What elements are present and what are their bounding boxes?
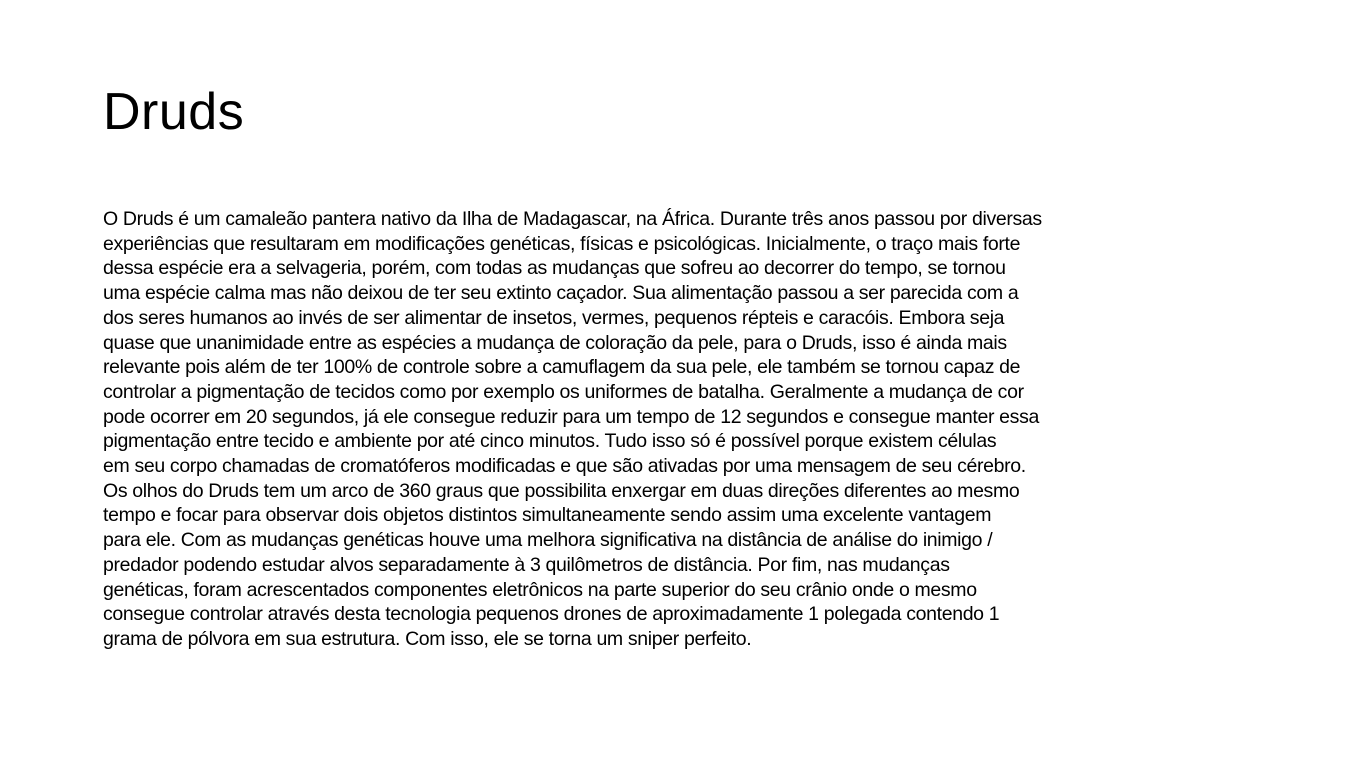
body-line: quase que unanimidade entre as espécies a mudança de coloração da pele, para o Druds, isso é ainda mais (103, 331, 1007, 354)
body-line: Os olhos do Druds tem um arco de 360 graus que possibilita enxergar em duas direções diferentes ao mesmo (103, 479, 1020, 502)
body-line: pode ocorrer em 20 segundos, já ele consegue reduzir para um tempo de 12 segundos e consegue manter essa (103, 405, 1039, 428)
slide-body (103, 207, 1283, 652)
body-line: tempo e focar para observar dois objetos distintos simultaneamente sendo assim uma excelente vantagem (103, 504, 992, 527)
body-line: dessa espécie era a selvageria, porém, com todas as mudanças que sofreu ao decorrer do tempo, se tornou (103, 257, 1006, 280)
body-line: para ele. Com as mudanças genéticas houve uma melhora significativa na distância de análise do inimigo / (103, 529, 993, 552)
slide-title: Druds (103, 83, 245, 141)
body-line: relevante pois além de ter 100% de controle sobre a camuflagem da sua pele, ele também se tornou capaz de (103, 356, 1021, 379)
body-line: O Druds é um camaleão pantera nativo da Ilha de Madagascar, na África. Durante três anos passou por diversas (103, 208, 1042, 230)
body-line: uma espécie calma mas não deixou de ter seu extinto caçador. Sua alimentação passou a ser parecida com a (103, 282, 1019, 305)
body-line: grama de pólvora em sua estrutura. Com isso, ele se torna um sniper perfeito. (103, 627, 752, 650)
body-line: consegue controlar através desta tecnologia pequenos drones de aproximadamente 1 polegada contendo 1 (103, 603, 1000, 626)
body-line: controlar a pigmentação de tecidos como por exemplo os uniformes de batalha. Geralmente a mudança de cor (103, 380, 1024, 403)
body-line: dos seres humanos ao invés de ser alimentar de insetos, vermes, pequenos répteis e caracóis. Embora seja (103, 306, 1005, 329)
body-line: genéticas, foram acrescentados componentes eletrônicos na parte superior do seu crânio onde o mesmo (103, 578, 977, 601)
body-line: pigmentação entre tecido e ambiente por até cinco minutos. Tudo isso só é possível porque existem células (103, 430, 997, 453)
body-line: predador podendo estudar alvos separadamente à 3 quilômetros de distância. Por fim, nas mudanças (103, 553, 950, 576)
body-line: em seu corpo chamadas de cromatóferos modificadas e que são ativadas por uma mensagem de seu cérebro. (103, 455, 1026, 478)
body-line: experiências que resultaram em modificações genéticas, físicas e psicológicas. Inicialmente, o traço mais forte (103, 232, 1021, 255)
